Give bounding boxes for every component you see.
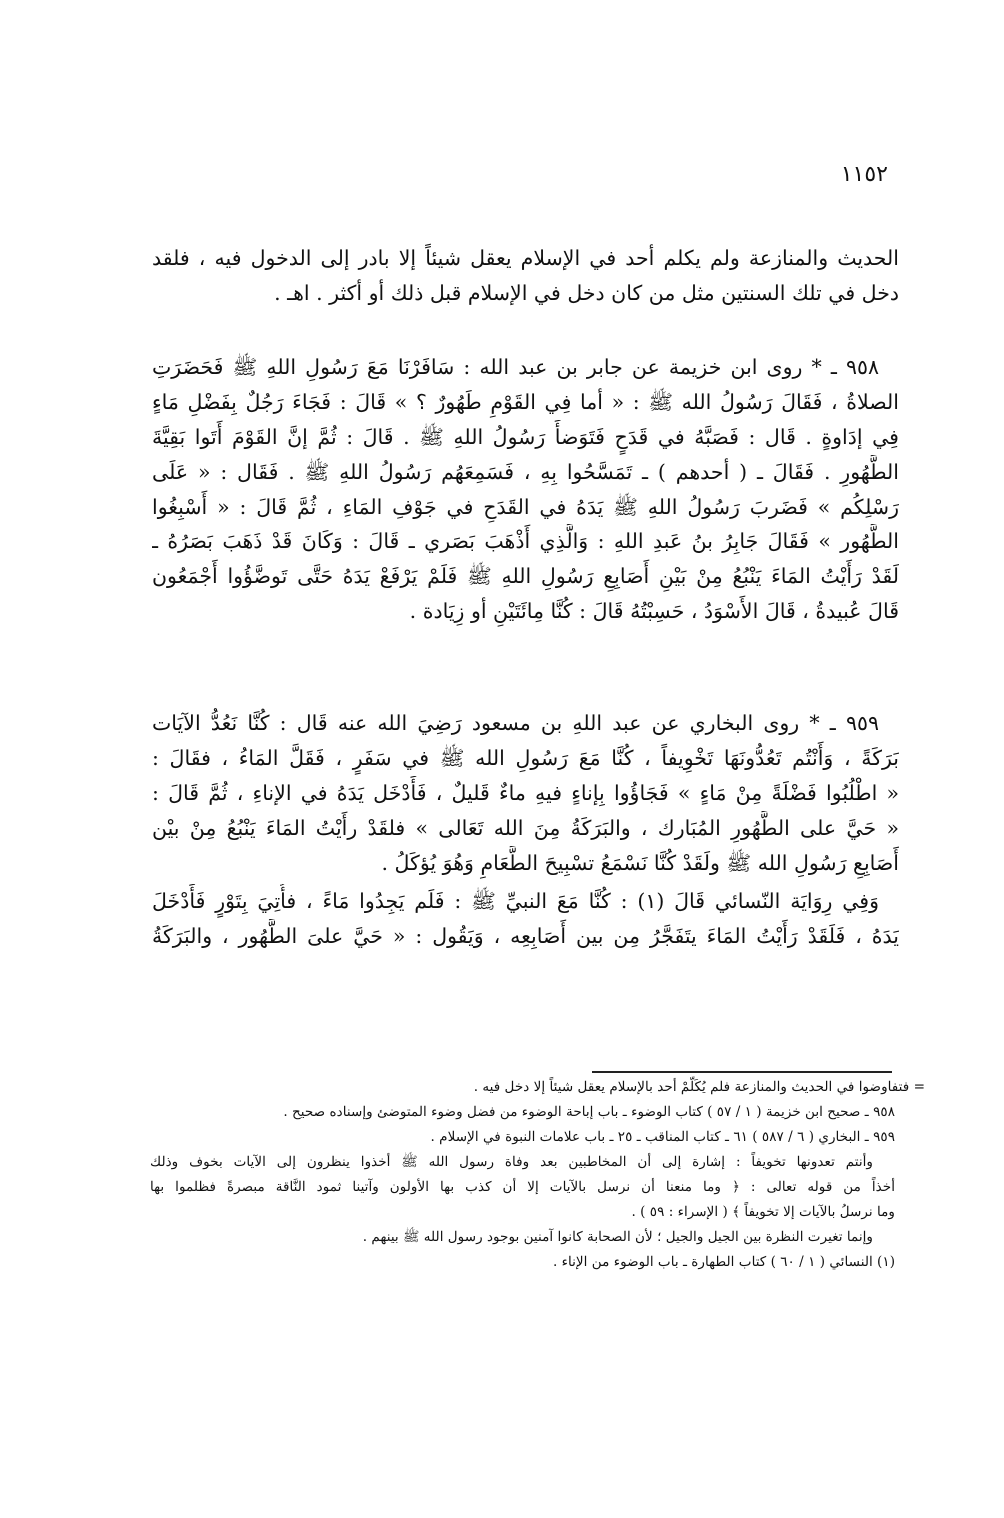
text-line: الطَّهُور » فَقَالَ جَابِرُ بنُ عَبدِ اللهِ : وَالَّذِي أَذْهَبَ بَصَري ـ قَالَ : وَكَانَ قَدْ ذَهَبَ بَصَرُهُ ـ: [152, 529, 899, 554]
text-line: بَرَكَةً ، وَأَنْتُم تَعُدُّونَهَا تَخْوِيفاً ، كُنَّا مَعَ رَسُولِ الله ﷺ في سَفَرٍ ، فَقَلَّ المَاءُ ، فقَالَ :: [152, 745, 899, 770]
footnote-line: ٩٥٩ ـ البخاري ( ٦ / ٥٨٧ ) ٦١ ـ كتاب المناقب ـ ٢٥ ـ باب علامات النبوة في الإسلام .: [430, 1129, 895, 1145]
text-line: « اطْلُبُوا فَضْلَةً مِنْ مَاءٍ » فَجَاؤُوا بِإناءٍ فيهِ ماءٌ قَليلٌ ، فَأَدْخَل يَدَهُ في الإناءِ ، ثُمَّ قَالَ :: [152, 780, 899, 805]
footnotes: [150, 1075, 925, 1275]
text-line: ٩٥٨ ـ * روى ابن خزيمة عن جابر بن عبد الله : سَافَرْنَا مَعَ رَسُولِ اللهِ ﷺ فَحَضَرَتِ: [152, 355, 879, 379]
hadith-958: [152, 350, 899, 629]
text-line: « حَيَّ على الطَّهُورِ المُبَارك ، والبَرَكَةُ مِنَ الله تَعَالى » فلقَدْ رأَيْتُ المَاءَ يَنْبُعُ مِنْ بيْن: [152, 815, 899, 840]
text-line: فِي إدَاوةٍ . قَال : فَصَبَّهُ في قَدَحٍ فَتَوَضأَ رَسُولُ اللهِ ﷺ . قَالَ : ثُمَّ إنَّ القَوْمَ أَتَوا بَقِيَّةَ: [152, 424, 899, 449]
text-line: دخل في تلك السنتين مثل من كان دخل في الإسلام قبل ذلك أو أكثر . اهـ .: [274, 280, 899, 305]
footnote-line: وما نرسلُ بالآيات إلا تخويفاً ﴾ ( الإسراء : ٥٩ ) .: [631, 1204, 895, 1220]
footnote-line: وأنتم تعدونها تخويفاً : إشارة إلى أن المخاطبين بعد وفاة رسول الله ﷺ أخذوا ينظرون إلى الآيات بخوف وذلك: [150, 1154, 873, 1170]
text-line: ٩٥٩ ـ * روى البخاري عن عبد اللهِ بن مسعود رَضِيَ الله عنه قَال : كُنَّا نَعُدُّ الآيَات: [152, 711, 879, 735]
page-number: ١١٥٢: [840, 162, 888, 187]
footnote-line: = فتفاوضوا في الحديث والمنازعة فلم يُكَلّمْ أحد بالإسلام يعقل شيئاً إلا دخل فيه .: [473, 1079, 925, 1095]
text-line: لَقَدْ رَأَيْتُ المَاءَ يَنْبُعُ مِنْ بَيْنِ أَصَابِعِ رَسُولِ اللهِ ﷺ فَلَمْ يَرْفَعْ يَدَهُ حَتَّى تَوضَّؤُوا أَجْمَعُون: [152, 564, 899, 589]
text-line: الطَّهُورِ . فَقَالَ ـ ( أحدهم ) ـ تَمَسَّحُوا بِهِ ، فَسَمِعَهُم رَسُولُ اللهِ ﷺ . فَقَال : « عَلَى: [152, 459, 899, 484]
text-line: قَالَ عُبيدةُ ، قَالَ الأَسْوَدُ ، حَسِبْتُهُ قَالَ : كُنَّا مِائَتَيْنِ أو زِيَادة .: [409, 599, 899, 624]
text-line: الحديث والمنازعة ولم يكلم أحد في الإسلام يعقل شيئاً إلا بادر إلى الدخول فيه ، فلقد: [152, 246, 899, 270]
nasai-paragraph: [152, 884, 899, 954]
footnote-line: أخذاً من قوله تعالى : ﴿ وما منعنا أن نرسل بالآيات إلا أن كذب بها الأولون وآتينا ثمود النَّاقة مبصرةً فظلموا بها: [150, 1179, 895, 1195]
intro-paragraph: [152, 241, 899, 311]
text-line: يَدَهُ ، فَلَقَدْ رَأَيْتُ المَاءَ يتَفَجَّرُ مِن بين أَصَابِعِه ، وَيَقُول : « حَيَّ علىَ الطَّهُور ، والبَرَكَةُ: [152, 923, 899, 948]
footnote-line: وإنما تغيرت النظرة بين الجيل والجيل ؛ لأن الصحابة كانوا آمنين بوجود رسول الله ﷺ بينهم .: [362, 1229, 873, 1245]
text-line: الصلاةُ ، فَقَالَ رَسُولُ الله ﷺ : « أما فِي القَوْمِ طَهُورٌ ؟ » قَالَ : فَجَاءَ رَجُلٌ بِفَضْلِ مَاءٍ: [152, 389, 899, 414]
text-line: وَفِي رِوَايَة النّسائي قَالَ (١) : كُنَّا مَعَ النبيِّ ﷺ : فَلَم يَجِدُوا مَاءً ، فأُتِيَ بِتَوْرٍ فَأَدْخَلَ: [152, 889, 879, 913]
footnote-line: (١) النسائي ( ١ / ٦٠ ) كتاب الطهارة ـ باب الوضوء من الإناء .: [552, 1254, 895, 1270]
footnote-line: ٩٥٨ ـ صحيح ابن خزيمة ( ١ / ٥٧ ) كتاب الوضوء ـ باب إباحة الوضوء من فضل وضوء المتوضئ وإسناده صحيح .: [283, 1104, 895, 1120]
hadith-959: [152, 706, 899, 880]
footnote-separator: [592, 1071, 892, 1073]
text-line: رَسْلِكُم » فَضَربَ رَسُولُ اللهِ ﷺ يَدَهُ في القَدَحِ في جَوْفِ المَاءِ ، ثُمَّ قَالَ : « أَسْبِغُوا: [152, 494, 899, 519]
text-line: أَصَابِعِ رَسُولِ الله ﷺ ولَقَدْ كُنَّا نَسْمَعُ تسْبِيحَ الطَّعَامِ وَهُوَ يُؤكَلُ .: [381, 850, 899, 875]
